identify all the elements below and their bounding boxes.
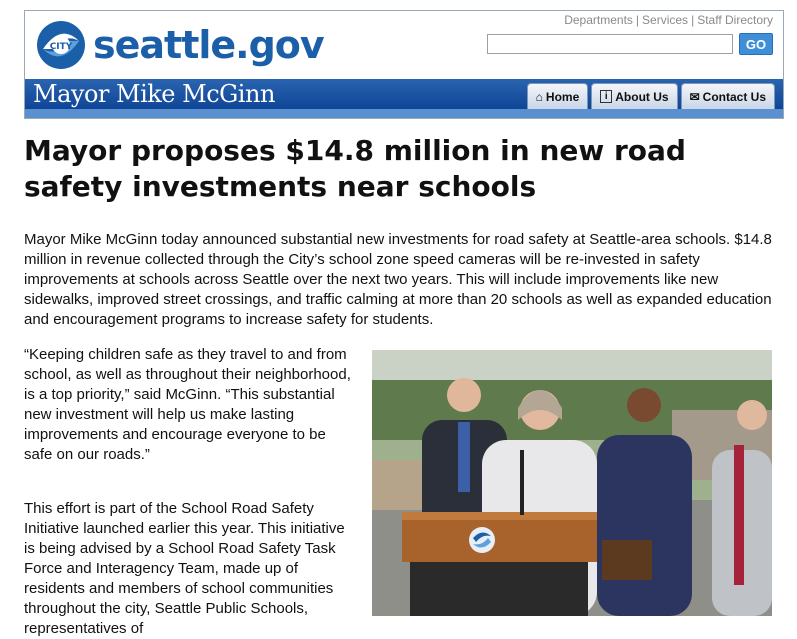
top-links: Departments | Services | Staff Directory <box>564 13 773 27</box>
logo-text: seattle.gov <box>93 23 324 67</box>
article-title: Mayor proposes $14.8 million in new road safety investments near schools <box>24 134 686 203</box>
press-conference-photo <box>372 350 772 616</box>
main-nav <box>524 83 775 109</box>
nav-contact-label: Contact Us <box>702 89 766 104</box>
banner-shine <box>25 109 783 118</box>
link-services[interactable]: Services <box>642 13 689 27</box>
city-seal-icon <box>35 19 87 71</box>
title-banner <box>25 79 783 109</box>
go-button[interactable]: GO <box>739 33 773 55</box>
article-lead: Mayor Mike McGinn today announced substantial new investments for road safety at Seattle-area schools. $14.8 million in revenue collected through the City’s school zone speed cameras will be re-invested in safety improvements at schools across Seattle over the next two years. This will include improvements like new sidewalks, improved street crossings, and traffic calming at more than 20 schools as well as expanded education and encouragement programs to increase safety for students. <box>24 231 772 328</box>
home-icon: ⌂ <box>535 89 543 104</box>
link-staff-directory[interactable]: Staff Directory <box>697 13 773 27</box>
link-departments[interactable]: Departments <box>564 13 633 27</box>
nav-about-label: About Us <box>615 89 669 104</box>
site-header <box>24 10 784 119</box>
site-title: Mayor Mike McGinn <box>33 80 275 108</box>
nav-about-us[interactable] <box>591 83 677 109</box>
nav-home[interactable] <box>527 83 589 109</box>
article-quote: “Keeping children safe as they travel to and from school, as well as throughout their neighborhood, is a top priority,” said McGinn. “This substantial new investment will help us make lasting improvements and encourage everyone to be safe on our roads.” <box>24 346 351 463</box>
nav-contact-us[interactable] <box>681 83 775 109</box>
search-input[interactable] <box>487 34 733 54</box>
mail-icon: ✉ <box>689 89 700 104</box>
nav-home-label: Home <box>545 89 580 104</box>
svg-text:CITY: CITY <box>49 42 73 52</box>
info-icon: i <box>600 90 612 103</box>
article-effort: This effort is part of the School Road Safety Initiative launched earlier this year. This initiative is being advised by a School Road Safety Task Force and Interagency Team, made up of residents and members of school communities throughout the city, Seattle Public Schools, representatives of <box>24 500 345 637</box>
seattle-logo[interactable] <box>35 19 324 71</box>
